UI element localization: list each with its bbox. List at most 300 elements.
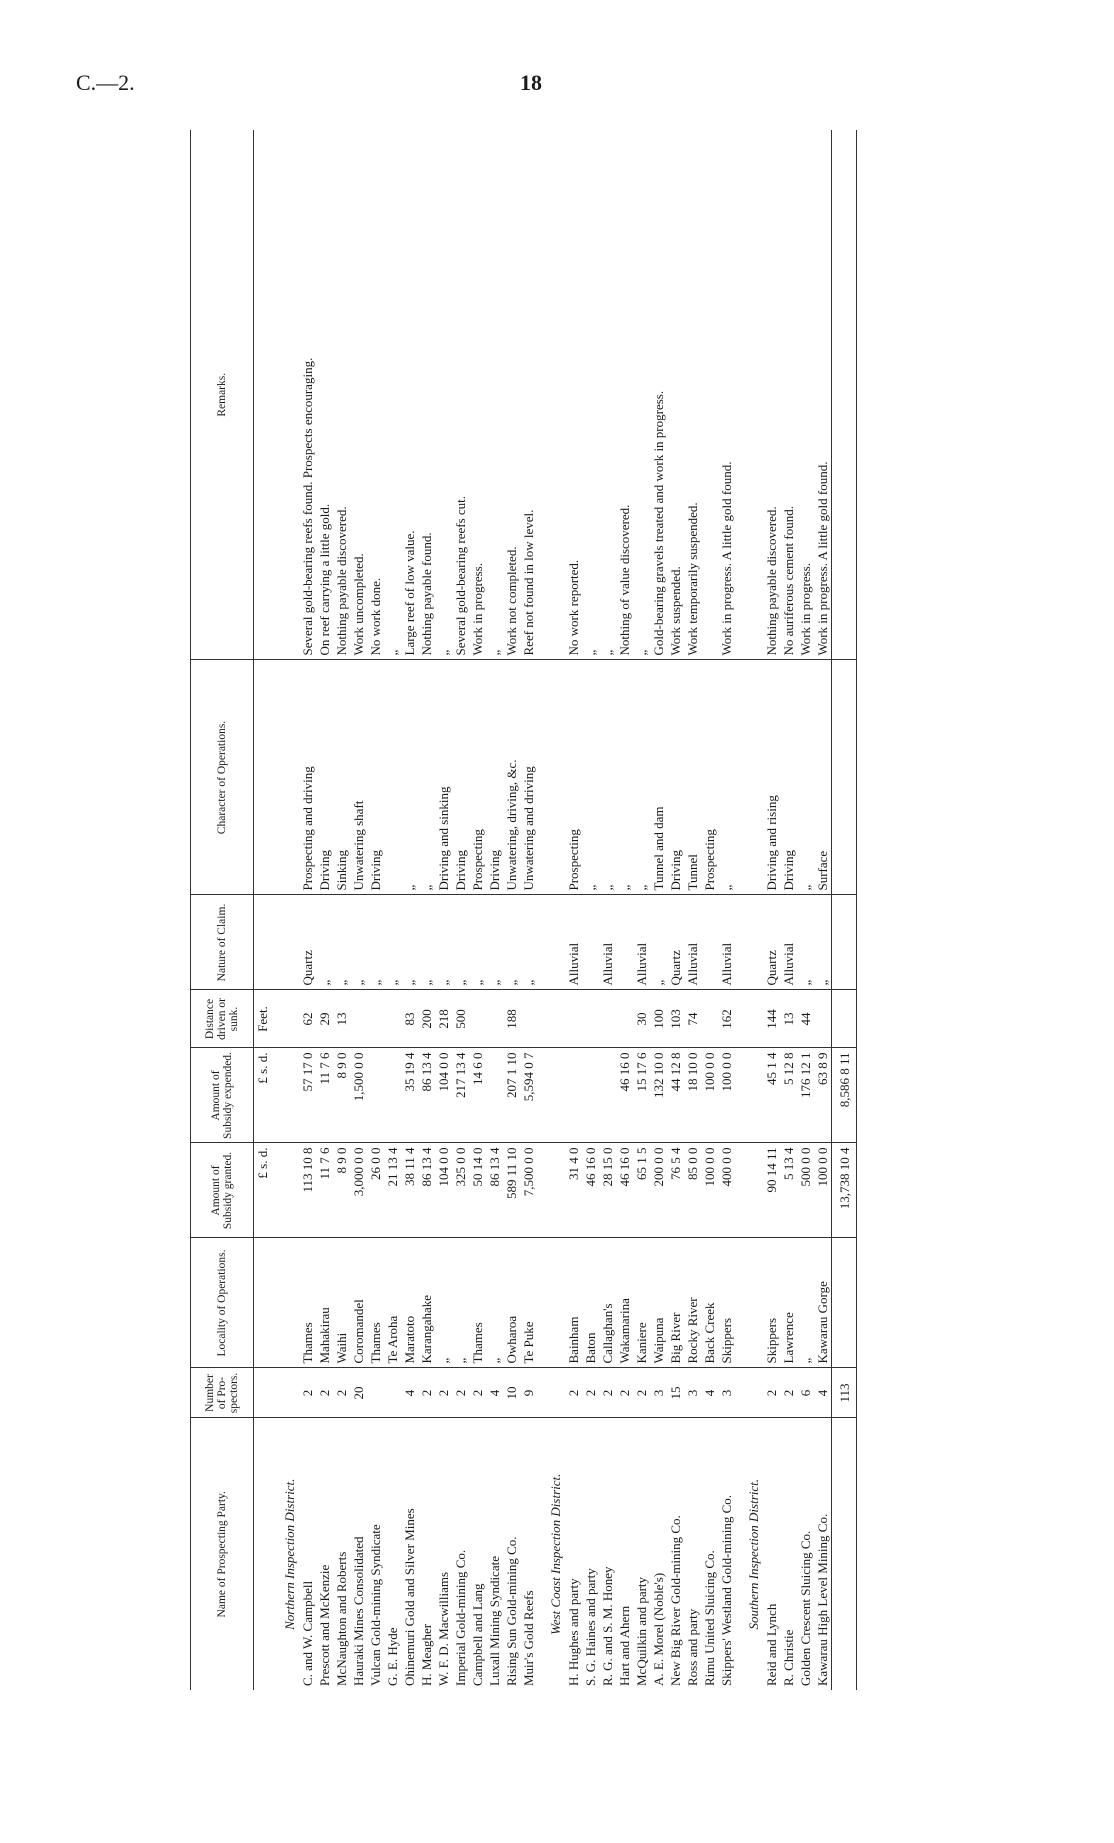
- cell-number: 3: [684, 1368, 701, 1418]
- cell-locality: Wakamarina: [616, 1238, 633, 1368]
- cell-locality: Thames: [299, 1238, 316, 1368]
- expended-units: £ s. d.: [254, 1048, 272, 1143]
- cell-distance: 144: [763, 990, 780, 1048]
- table-row: [333, 130, 350, 1690]
- district-name: Northern Inspection District.: [281, 1478, 297, 1630]
- cell-granted: 86 13 4: [418, 1143, 435, 1238]
- cell-character: Driving: [452, 660, 469, 895]
- cell-party: R. G. and S. M. Honey: [600, 1566, 615, 1686]
- cell-locality: Baton: [582, 1238, 599, 1368]
- cell-nature: „: [797, 895, 814, 990]
- table-row: [469, 130, 486, 1690]
- cell-character: „: [718, 660, 735, 895]
- cell-distance: [469, 990, 486, 1048]
- cell-expended: 1,500 0 0: [350, 1048, 367, 1143]
- cell-number: 4: [814, 1368, 832, 1418]
- cell-remarks: [701, 130, 718, 660]
- cell-character: Unwatering shaft: [350, 660, 367, 895]
- cell-remarks: Work temporarily suspended.: [684, 130, 701, 660]
- cell-nature: Alluvial: [718, 895, 735, 990]
- cell-party: Golden Crescent Sluicing Co.: [798, 1530, 813, 1686]
- cell-number: [384, 1368, 401, 1418]
- cell-distance: 162: [718, 990, 735, 1048]
- cell-distance: 74: [684, 990, 701, 1048]
- cell-nature: Quartz: [667, 895, 684, 990]
- table-row: [814, 130, 832, 1690]
- cell-nature: „: [469, 895, 486, 990]
- cell-nature: „: [384, 895, 401, 990]
- cell-expended: 86 13 4: [418, 1048, 435, 1143]
- cell-distance: 200: [418, 990, 435, 1048]
- table-row: [299, 130, 316, 1690]
- cell-character: „: [599, 660, 616, 895]
- cell-remarks: Work in progress.: [469, 130, 486, 660]
- cell-distance: 30: [633, 990, 650, 1048]
- cell-remarks: Work in progress.: [797, 130, 814, 660]
- cell-expended: 45 1 4: [763, 1048, 780, 1143]
- cell-granted: 21 13 4: [384, 1143, 401, 1238]
- cell-party: S. G. Haines and party: [583, 1568, 598, 1686]
- cell-party: Vulcan Gold-mining Syndicate: [368, 1524, 383, 1686]
- cell-character: „: [401, 660, 418, 895]
- cell-granted: 3,000 0 0: [350, 1143, 367, 1238]
- cell-locality: Callaghan's: [599, 1238, 616, 1368]
- table-row: [350, 130, 367, 1690]
- cell-character: Prospecting and driving: [299, 660, 316, 895]
- cell-number: 2: [299, 1368, 316, 1418]
- cell-remarks: Work suspended.: [667, 130, 684, 660]
- cell-distance: [565, 990, 582, 1048]
- cell-distance: [350, 990, 367, 1048]
- table-row: [452, 130, 469, 1690]
- cell-remarks: On reef carrying a little gold.: [316, 130, 333, 660]
- cell-expended: [565, 1048, 582, 1143]
- cell-remarks: Several gold-bearing reefs cut.: [452, 130, 469, 660]
- cell-party: Rising Sun Gold-mining Co.: [504, 1536, 519, 1686]
- cell-number: 15: [667, 1368, 684, 1418]
- cell-distance: 13: [333, 990, 350, 1048]
- cell-nature: „: [814, 895, 832, 990]
- cell-expended: 217 13 4: [452, 1048, 469, 1143]
- cell-number: 2: [763, 1368, 780, 1418]
- cell-expended: 11 7 6: [316, 1048, 333, 1143]
- cell-granted: 104 0 0: [435, 1143, 452, 1238]
- cell-nature: „: [350, 895, 367, 990]
- cell-expended: 5,594 0 7: [520, 1048, 537, 1143]
- cell-distance: 62: [299, 990, 316, 1048]
- cell-distance: 13: [780, 990, 797, 1048]
- cell-locality: Waipuna: [650, 1238, 667, 1368]
- cell-granted: 589 11 10: [503, 1143, 520, 1238]
- cell-granted: 7,500 0 0: [520, 1143, 537, 1238]
- cell-number: 4: [701, 1368, 718, 1418]
- cell-party: Hauraki Mines Consolidated: [351, 1536, 366, 1686]
- table-row: [763, 130, 780, 1690]
- rotated-table-wrapper: [190, 130, 860, 1690]
- cell-number: 2: [582, 1368, 599, 1418]
- cell-remarks: Work uncompleted.: [350, 130, 367, 660]
- cell-expended: 57 17 0: [299, 1048, 316, 1143]
- cell-character: „: [582, 660, 599, 895]
- table-body: [254, 130, 832, 1690]
- cell-number: 20: [350, 1368, 367, 1418]
- cell-locality: Karangahake: [418, 1238, 435, 1368]
- col-header-locality: Locality of Operations.: [191, 1238, 254, 1368]
- cell-expended: 176 12 1: [797, 1048, 814, 1143]
- cell-granted: 100 0 0: [814, 1143, 832, 1238]
- cell-character: Prospecting: [701, 660, 718, 895]
- cell-party: Ohinemuri Gold and Silver Mines: [402, 1508, 417, 1686]
- cell-remarks: „: [599, 130, 616, 660]
- table-row: [797, 130, 814, 1690]
- table-row: [520, 130, 537, 1690]
- page-reference: C.—2.: [76, 70, 135, 95]
- cell-remarks: Nothing payable discovered.: [763, 130, 780, 660]
- cell-character: Tunnel and dam: [650, 660, 667, 895]
- cell-distance: [486, 990, 503, 1048]
- page-number: 18: [520, 70, 542, 95]
- cell-party: R. Christie: [781, 1629, 796, 1686]
- cell-character: Driving: [316, 660, 333, 895]
- cell-expended: [486, 1048, 503, 1143]
- cell-granted: 85 0 0: [684, 1143, 701, 1238]
- cell-expended: [599, 1048, 616, 1143]
- cell-remarks: No auriferous cement found.: [780, 130, 797, 660]
- cell-party: H. Hughes and party: [566, 1578, 581, 1686]
- cell-remarks: Nothing of value discovered.: [616, 130, 633, 660]
- table-row: [684, 130, 701, 1690]
- cell-distance: [814, 990, 832, 1048]
- cell-distance: 103: [667, 990, 684, 1048]
- cell-remarks: Work not completed.: [503, 130, 520, 660]
- cell-remarks: No work done.: [367, 130, 384, 660]
- cell-nature: „: [333, 895, 350, 990]
- cell-locality: Skippers: [718, 1238, 735, 1368]
- cell-character: Surface: [814, 660, 832, 895]
- cell-distance: [520, 990, 537, 1048]
- cell-remarks: „: [435, 130, 452, 660]
- cell-remarks: Nothing payable discovered.: [333, 130, 350, 660]
- cell-remarks: Reef not found in low level.: [520, 130, 537, 660]
- cell-party: Skippers' Westland Gold-mining Co.: [719, 1495, 734, 1686]
- cell-distance: [384, 990, 401, 1048]
- cell-expended: 15 17 6: [633, 1048, 650, 1143]
- total-number: 113: [832, 1368, 857, 1418]
- cell-party: Luxall Mining Syndicate: [487, 1556, 502, 1686]
- cell-locality: Owharoa: [503, 1238, 520, 1368]
- table-row: [367, 130, 384, 1690]
- cell-number: 2: [333, 1368, 350, 1418]
- col-header-distance: Distance driven or sunk.: [191, 990, 254, 1048]
- table-row: [667, 130, 684, 1690]
- cell-expended: 35 19 4: [401, 1048, 418, 1143]
- cell-granted: 90 14 11: [763, 1143, 780, 1238]
- cell-remarks: Nothing payable found.: [418, 130, 435, 660]
- cell-number: 2: [452, 1368, 469, 1418]
- cell-number: 3: [718, 1368, 735, 1418]
- district-heading-row: [537, 130, 565, 1690]
- cell-remarks: Several gold-bearing reefs found. Prospects encouraging.: [299, 130, 316, 660]
- col-header-character: Character of Operations.: [191, 660, 254, 895]
- cell-remarks: Large reef of low value.: [401, 130, 418, 660]
- col-header-number: Number of Pro- spectors.: [191, 1368, 254, 1418]
- cell-granted: 113 10 8: [299, 1143, 316, 1238]
- cell-nature: „: [650, 895, 667, 990]
- cell-expended: [582, 1048, 599, 1143]
- table-row: [780, 130, 797, 1690]
- cell-expended: [367, 1048, 384, 1143]
- cell-expended: 14 6 0: [469, 1048, 486, 1143]
- cell-granted: 325 0 0: [452, 1143, 469, 1238]
- cell-remarks: „: [633, 130, 650, 660]
- cell-character: Driving: [367, 660, 384, 895]
- cell-expended: 207 1 10: [503, 1048, 520, 1143]
- cell-party: G. E. Hyde: [385, 1627, 400, 1686]
- cell-remarks: „: [486, 130, 503, 660]
- cell-nature: [616, 895, 633, 990]
- cell-expended: 44 12 8: [667, 1048, 684, 1143]
- cell-nature: Alluvial: [780, 895, 797, 990]
- cell-granted: 28 15 0: [599, 1143, 616, 1238]
- cell-nature: Quartz: [763, 895, 780, 990]
- cell-granted: 86 13 4: [486, 1143, 503, 1238]
- cell-locality: Waihi: [333, 1238, 350, 1368]
- cell-granted: 500 0 0: [797, 1143, 814, 1238]
- cell-distance: 83: [401, 990, 418, 1048]
- cell-expended: 132 10 0: [650, 1048, 667, 1143]
- cell-number: 6: [797, 1368, 814, 1418]
- table-row: [316, 130, 333, 1690]
- cell-expended: 104 0 0: [435, 1048, 452, 1143]
- cell-expended: 5 12 8: [780, 1048, 797, 1143]
- cell-party: McNaughton and Roberts: [334, 1551, 349, 1686]
- cell-locality: Mahakirau: [316, 1238, 333, 1368]
- cell-number: 2: [316, 1368, 333, 1418]
- cell-locality: Kaniere: [633, 1238, 650, 1368]
- cell-party: Ross and party: [685, 1608, 700, 1686]
- cell-character: Unwatering and driving: [520, 660, 537, 895]
- cell-party: McQuilkin and party: [634, 1576, 649, 1686]
- cell-locality: Big River: [667, 1238, 684, 1368]
- district-name: Southern Inspection District.: [745, 1478, 761, 1630]
- cell-character: Driving and rising: [763, 660, 780, 895]
- cell-distance: [599, 990, 616, 1048]
- cell-number: 4: [401, 1368, 418, 1418]
- cell-granted: 8 9 0: [333, 1143, 350, 1238]
- cell-character: Prospecting: [565, 660, 582, 895]
- cell-character: Unwatering, driving, &c.: [503, 660, 520, 895]
- cell-party: W. F. D. Macwilliams: [436, 1571, 451, 1686]
- cell-party: Kawarau High Level Mining Co.: [815, 1513, 830, 1686]
- cell-party: Hart and Ahern: [617, 1605, 632, 1686]
- cell-number: [367, 1368, 384, 1418]
- cell-distance: [582, 990, 599, 1048]
- cell-expended: 100 0 0: [701, 1048, 718, 1143]
- table-row: [418, 130, 435, 1690]
- cell-nature: Alluvial: [684, 895, 701, 990]
- cell-expended: 18 10 0: [684, 1048, 701, 1143]
- cell-character: Driving and sinking: [435, 660, 452, 895]
- cell-nature: „: [316, 895, 333, 990]
- cell-granted: 46 16 0: [582, 1143, 599, 1238]
- cell-nature: „: [486, 895, 503, 990]
- table-row: [486, 130, 503, 1690]
- district-heading-row: [735, 130, 763, 1690]
- cell-number: 2: [780, 1368, 797, 1418]
- cell-granted: 100 0 0: [701, 1143, 718, 1238]
- cell-distance: [701, 990, 718, 1048]
- cell-party: Campbell and Lang: [470, 1583, 485, 1686]
- cell-number: 2: [599, 1368, 616, 1418]
- cell-nature: [701, 895, 718, 990]
- cell-locality: Lawrence: [780, 1238, 797, 1368]
- cell-distance: 500: [452, 990, 469, 1048]
- cell-nature: Alluvial: [633, 895, 650, 990]
- cell-party: Prescott and McKenzie: [317, 1564, 332, 1686]
- table-row: [633, 130, 650, 1690]
- cell-locality: Thames: [367, 1238, 384, 1368]
- totals-row: [832, 130, 857, 1690]
- cell-character: „: [418, 660, 435, 895]
- total-expended: 8,586 8 11: [832, 1048, 857, 1143]
- cell-party: A. E. Morel (Noble's): [651, 1572, 666, 1686]
- table-row: [599, 130, 616, 1690]
- cell-party: Imperial Gold-mining Co.: [453, 1549, 468, 1686]
- cell-distance: [616, 990, 633, 1048]
- cell-locality: Back Creek: [701, 1238, 718, 1368]
- cell-expended: 100 0 0: [718, 1048, 735, 1143]
- cell-granted: 38 11 4: [401, 1143, 418, 1238]
- cell-distance: 44: [797, 990, 814, 1048]
- cell-party: Muir's Gold Reefs: [521, 1590, 536, 1686]
- cell-party: C. and W. Campbell: [300, 1580, 315, 1686]
- col-header-nature: Nature of Claim.: [191, 895, 254, 990]
- cell-distance: [367, 990, 384, 1048]
- total-granted: 13,738 10 4: [832, 1143, 857, 1238]
- cell-locality: Maratoto: [401, 1238, 418, 1368]
- cell-locality: Kawarau Gorge: [814, 1238, 832, 1368]
- cell-granted: 11 7 6: [316, 1143, 333, 1238]
- cell-locality: Skippers: [763, 1238, 780, 1368]
- table-row: [718, 130, 735, 1690]
- cell-number: 2: [616, 1368, 633, 1418]
- cell-character: Driving: [667, 660, 684, 895]
- cell-expended: 63 8 9: [814, 1048, 832, 1143]
- cell-nature: Alluvial: [565, 895, 582, 990]
- cell-party: Reid and Lynch: [764, 1603, 779, 1686]
- cell-nature: „: [435, 895, 452, 990]
- table-row: [650, 130, 667, 1690]
- cell-locality: Coromandel: [350, 1238, 367, 1368]
- cell-expended: [384, 1048, 401, 1143]
- cell-granted: 400 0 0: [718, 1143, 735, 1238]
- col-header-remarks: Remarks.: [191, 130, 254, 660]
- district-heading-row: [271, 130, 299, 1690]
- cell-locality: Bainham: [565, 1238, 582, 1368]
- cell-number: 2: [418, 1368, 435, 1418]
- district-name: West Coast Inspection District.: [547, 1473, 563, 1635]
- cell-locality: Te Puke: [520, 1238, 537, 1368]
- cell-party: Rimu United Sluicing Co.: [702, 1550, 717, 1686]
- cell-distance: 29: [316, 990, 333, 1048]
- prospecting-subsidy-table: [190, 130, 857, 1690]
- table-row: [384, 130, 401, 1690]
- cell-remarks: No work reported.: [565, 130, 582, 660]
- cell-number: 3: [650, 1368, 667, 1418]
- col-header-granted: Amount of Subsidy granted.: [191, 1143, 254, 1238]
- cell-character: Prospecting: [469, 660, 486, 895]
- header-row: [191, 130, 254, 1690]
- cell-character: Sinking: [333, 660, 350, 895]
- table-row: [582, 130, 599, 1690]
- cell-expended: 46 16 0: [616, 1048, 633, 1143]
- cell-locality: Thames: [469, 1238, 486, 1368]
- cell-number: 2: [565, 1368, 582, 1418]
- cell-character: „: [797, 660, 814, 895]
- cell-number: 2: [469, 1368, 486, 1418]
- cell-granted: 50 14 0: [469, 1143, 486, 1238]
- cell-expended: 8 9 0: [333, 1048, 350, 1143]
- cell-distance: 100: [650, 990, 667, 1048]
- col-header-party: Name of Prospecting Party.: [191, 1418, 254, 1690]
- cell-character: „: [616, 660, 633, 895]
- cell-remarks: Work in progress. A little gold found.: [718, 130, 735, 660]
- cell-number: 4: [486, 1368, 503, 1418]
- cell-granted: 31 4 0: [565, 1143, 582, 1238]
- cell-distance: 188: [503, 990, 520, 1048]
- cell-character: Driving: [486, 660, 503, 895]
- table-row: [565, 130, 582, 1690]
- cell-granted: 46 16 0: [616, 1143, 633, 1238]
- cell-granted: 200 0 0: [650, 1143, 667, 1238]
- cell-nature: „: [418, 895, 435, 990]
- cell-remarks: Gold-bearing gravels treated and work in progress.: [650, 130, 667, 660]
- cell-nature: „: [367, 895, 384, 990]
- table-row: [701, 130, 718, 1690]
- cell-party: New Big River Gold-mining Co.: [668, 1515, 683, 1686]
- cell-remarks: Work in progress. A little gold found.: [814, 130, 832, 660]
- cell-nature: „: [520, 895, 537, 990]
- cell-number: 2: [633, 1368, 650, 1418]
- table-row: [435, 130, 452, 1690]
- units-row: [254, 130, 272, 1690]
- cell-locality: „: [435, 1238, 452, 1368]
- col-header-expended: Amount of Subsidy expended.: [191, 1048, 254, 1143]
- cell-granted: 76 5 4: [667, 1143, 684, 1238]
- cell-locality: „: [797, 1238, 814, 1368]
- cell-number: 2: [435, 1368, 452, 1418]
- cell-locality: Te Aroha: [384, 1238, 401, 1368]
- cell-locality: „: [486, 1238, 503, 1368]
- cell-remarks: „: [582, 130, 599, 660]
- cell-party: H. Meagher: [419, 1623, 434, 1686]
- granted-units: £ s. d.: [254, 1143, 272, 1238]
- table-row: [616, 130, 633, 1690]
- cell-number: 9: [520, 1368, 537, 1418]
- cell-nature: „: [503, 895, 520, 990]
- cell-locality: Rocky River: [684, 1238, 701, 1368]
- cell-nature: „: [452, 895, 469, 990]
- cell-nature: [582, 895, 599, 990]
- cell-granted: 26 0 0: [367, 1143, 384, 1238]
- cell-nature: „: [401, 895, 418, 990]
- cell-number: 10: [503, 1368, 520, 1418]
- cell-distance: 218: [435, 990, 452, 1048]
- table-row: [503, 130, 520, 1690]
- cell-character: [384, 660, 401, 895]
- cell-remarks: „: [384, 130, 401, 660]
- cell-granted: 5 13 4: [780, 1143, 797, 1238]
